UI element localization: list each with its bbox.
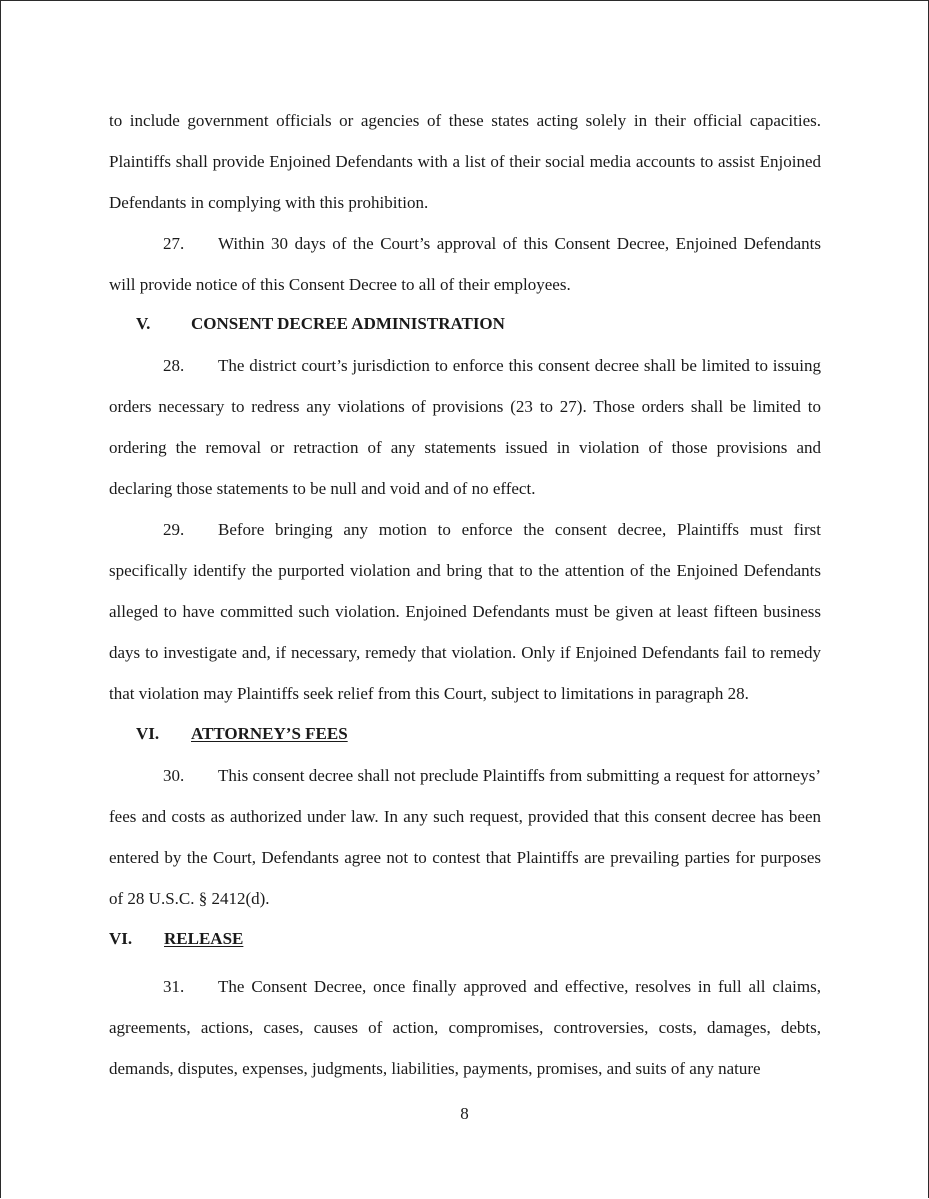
section-title: ATTORNEY’S FEES bbox=[191, 724, 348, 743]
paragraph-number: 28. bbox=[163, 356, 185, 375]
paragraph-text: This consent decree shall not preclude Plaintiffs from submitting a request for attorneys’ fees and costs as authorized under law. In any such request, provided that this consent decree has been entered by the Court, Defendants agree not to contest that Plaintiffs are prevailing parties for purposes of 28 U.S.C. § 2412(d). bbox=[109, 766, 821, 908]
section-title: RELEASE bbox=[164, 929, 244, 948]
page-number: 8 bbox=[460, 1104, 469, 1123]
paragraph-number: 27. bbox=[163, 234, 185, 253]
section-number: VI. bbox=[136, 724, 160, 743]
paragraph-31 bbox=[109, 966, 821, 1089]
paragraph-27 bbox=[109, 223, 821, 305]
paragraph-number: 29. bbox=[163, 520, 185, 539]
paragraph-text: Within 30 days of the Court’s approval of this Consent Decree, Enjoined Defendants will provide notice of this Consent Decree to all of their employees. bbox=[109, 234, 821, 294]
paragraph-number: 31. bbox=[163, 977, 185, 996]
paragraph-28 bbox=[109, 345, 821, 509]
paragraph-text: The district court’s jurisdiction to enforce this consent decree shall be limited to issuing orders necessary to redress any violations of provisions (23 to 27). Those orders shall be limited to ordering the removal or retraction of any statements issued in violation of those provisions and declaring those statements to be null and void and of no effect. bbox=[109, 356, 821, 498]
section-title: CONSENT DECREE ADMINISTRATION bbox=[191, 314, 505, 333]
paragraph-number: 30. bbox=[163, 766, 185, 785]
paragraph-text: The Consent Decree, once finally approved and effective, resolves in full all claims, agreements, actions, cases, causes of action, compromises, controversies, costs, damages, debts, demands, disputes, expenses, judgments, liabilities, payments, promises, and suits of any nature bbox=[109, 977, 821, 1078]
paragraph-30 bbox=[109, 755, 821, 919]
section-number: VI. bbox=[109, 929, 133, 948]
paragraph-text: Before bringing any motion to enforce the consent decree, Plaintiffs must first specifically identify the purported violation and bring that to the attention of the Enjoined Defendants alleged to have committed such violation. Enjoined Defendants must be given at least fifteen business days to investigate and, if necessary, remedy that violation. Only if Enjoined Defendants fail to remedy that violation may Plaintiffs seek relief from this Court, subject to limitations in paragraph 28. bbox=[109, 520, 821, 703]
paragraph-continuation: to include government officials or agencies of these states acting solely in their official capacities. Plaintiffs shall provide Enjoined Defendants with a list of their social media accounts to assist Enjoined Defendants in complying with this prohibition. bbox=[109, 111, 821, 212]
paragraph-29 bbox=[109, 509, 821, 714]
section-number: V. bbox=[136, 314, 151, 333]
